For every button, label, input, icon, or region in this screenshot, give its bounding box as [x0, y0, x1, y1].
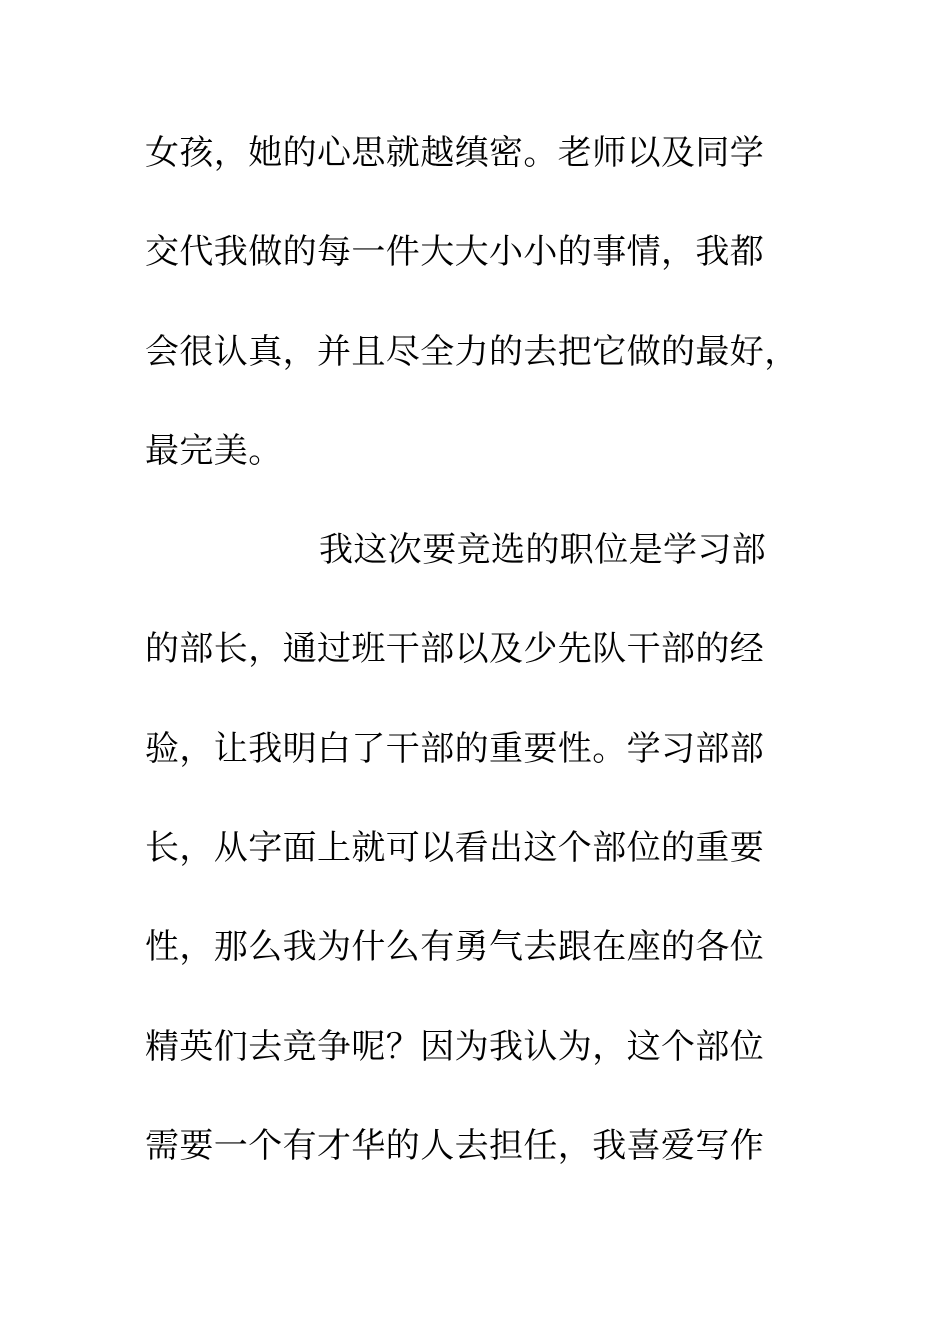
- text-line: 精英们去竞争呢？因为我认为，这个部位: [145, 1026, 765, 1067]
- text-line: 交代我做的每一件大大小小的事情，我都: [145, 232, 765, 273]
- paragraph-start-line: 我这次要竞选的职位是学习部: [319, 530, 767, 571]
- text-line: 女孩，她的心思就越缜密。老师以及同学: [145, 133, 765, 173]
- text-line: 的部长，通过班干部以及少先队干部的经: [145, 629, 765, 670]
- text-line: 需要一个有才华的人去担任，我喜爱写作: [145, 1125, 765, 1166]
- text-line: 性，那么我为什么有勇气去跟在座的各位: [145, 927, 765, 968]
- text-line: 会很认真，并且尽全力的去把它做的最好，: [145, 331, 799, 372]
- text-line: 验，让我明白了干部的重要性。学习部部: [145, 728, 765, 769]
- text-line: 长，从字面上就可以看出这个部位的重要: [145, 828, 765, 869]
- body-text: [145, 123, 805, 1215]
- text-line: 最完美。: [145, 430, 283, 471]
